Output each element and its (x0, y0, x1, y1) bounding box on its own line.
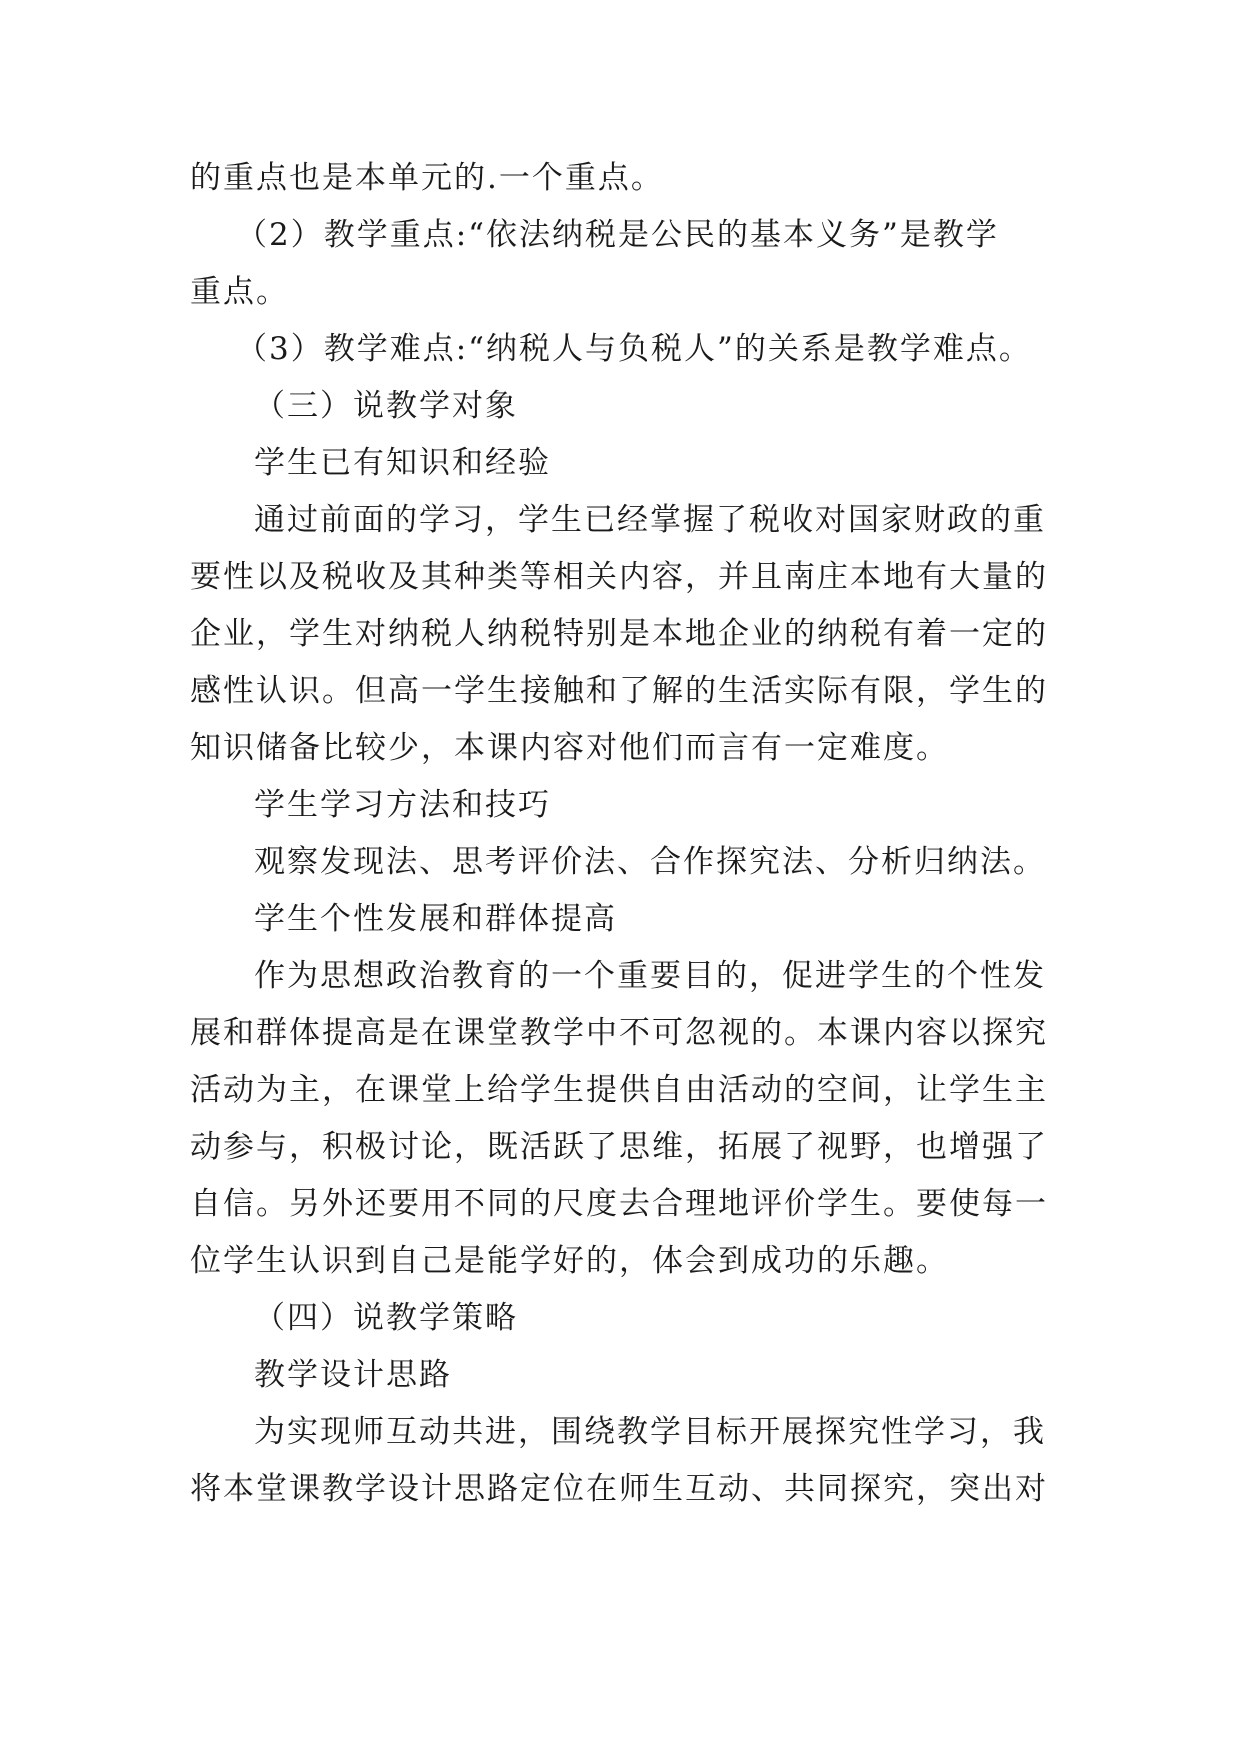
subheading-individual-development: 学生个性发展和群体提高 (254, 901, 617, 937)
text-line-19: 自信。另外还要用不同的尺度去合理地评价学生。要使每一 (190, 1186, 1048, 1222)
section-heading-3: （三）说教学对象 (254, 388, 518, 424)
text-line-3: 重点。 (190, 274, 289, 310)
text-line-8: 要性以及税收及其种类等相关内容，并且南庄本地有大量的 (190, 559, 1048, 595)
text-line-17: 活动为主，在课堂上给学生提供自由活动的空间，让学生主 (190, 1072, 1048, 1108)
text-line-16: 展和群体提高是在课堂教学中不可忽视的。本课内容以探究 (190, 1015, 1048, 1051)
subheading-learning-methods: 学生学习方法和技巧 (254, 787, 551, 823)
text-line-15: 作为思想政治教育的一个重要目的，促进学生的个性发 (254, 958, 1046, 994)
subheading-prior-knowledge: 学生已有知识和经验 (254, 445, 551, 481)
text-line-1: 的重点也是本单元的.一个重点。 (190, 160, 664, 196)
text-line-10: 感性认识。但高一学生接触和了解的生活实际有限，学生的 (190, 673, 1048, 709)
text-line-18: 动参与，积极讨论，既活跃了思维，拓展了视野，也增强了 (190, 1129, 1048, 1165)
text-line-24: 将本堂课教学设计思路定位在师生互动、共同探究，突出对 (190, 1471, 1048, 1507)
text-line-20: 位学生认识到自己是能学好的，体会到成功的乐趣。 (190, 1243, 949, 1279)
section-heading-4: （四）说教学策略 (254, 1300, 518, 1336)
text-line-2: （2）教学重点:“依法纳税是公民的基本义务”是教学 (236, 217, 999, 253)
text-line-4: （3）教学难点:“纳税人与负税人”的关系是教学难点。 (236, 331, 1032, 367)
subheading-design-approach: 教学设计思路 (254, 1357, 452, 1393)
text-line-9: 企业，学生对纳税人纳税特别是本地企业的纳税有着一定的 (190, 616, 1048, 652)
text-line-11: 知识储备比较少，本课内容对他们而言有一定难度。 (190, 730, 949, 766)
text-line-13: 观察发现法、思考评价法、合作探究法、分析归纳法。 (254, 844, 1046, 880)
text-line-23: 为实现师互动共进，围绕教学目标开展探究性学习，我 (254, 1414, 1046, 1450)
text-line-7: 通过前面的学习，学生已经掌握了税收对国家财政的重 (254, 502, 1046, 538)
